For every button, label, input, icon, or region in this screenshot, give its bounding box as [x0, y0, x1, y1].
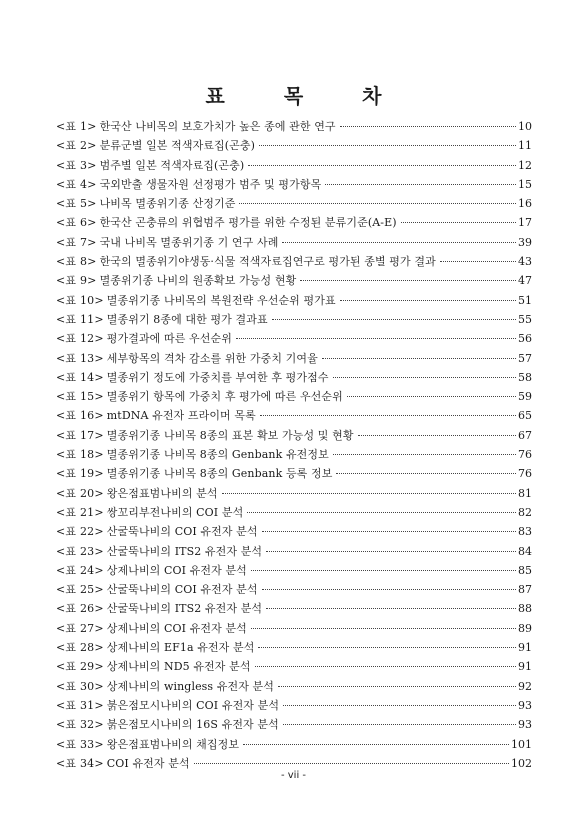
toc-entry-title: mtDNA 유전자 프라이머 목록 [106, 409, 256, 423]
toc-entry-title: 멸종위기종 나비목 8종의 표본 확보 가능성 및 현황 [106, 428, 354, 442]
toc-entry-title: 멸종위기종 나비목 8종의 Genbank 등록 정보 [106, 467, 333, 481]
toc-entry-title: 한국산 곤충류의 위협범주 평가를 위한 수정된 분류기준(A-E) [99, 216, 397, 230]
toc-entry-page: 10 [518, 120, 532, 133]
dot-leader [272, 319, 516, 320]
toc-entry [56, 503, 532, 522]
toc-entry-title: 평가결과에 따른 우선순위 [106, 332, 232, 346]
toc-entry [56, 445, 532, 464]
toc-entry-title: 한국산 나비목의 보호가치가 높은 종에 관한 연구 [99, 120, 336, 133]
toc-entry-title: 상제나비의 COI 유전자 분석 [106, 563, 247, 577]
toc-entry-title: 멸종위기종 나비목 8종의 Genbank 유전정보 [106, 448, 329, 462]
toc-entry-number: <표 17> [56, 428, 104, 442]
dot-leader [325, 184, 516, 185]
toc-entry-page: 101 [511, 737, 532, 751]
toc-entry [56, 329, 532, 348]
toc-entry-number: <표 32> [56, 718, 104, 732]
toc-entry-page: 82 [518, 505, 532, 519]
toc-entry [56, 696, 532, 715]
toc-entry [56, 156, 532, 175]
toc-entry-page: 93 [518, 698, 532, 712]
toc-entry-page: 85 [518, 563, 532, 577]
toc-entry-title: 상제나비의 COI 유전자 분석 [106, 621, 247, 635]
dot-leader [262, 531, 516, 532]
dot-leader [336, 473, 516, 474]
toc-entry-page: 89 [518, 621, 532, 635]
toc-entry-page: 12 [518, 158, 532, 172]
toc-entry [56, 561, 532, 580]
toc-entry-page: 39 [518, 235, 532, 249]
toc-entry-number: <표 4> [56, 177, 97, 191]
toc-entry-title: 한국의 멸종위기야생동·식물 적색자료집연구로 평가된 종별 평가 결과 [99, 255, 436, 269]
dot-leader [300, 280, 516, 281]
toc-entry-title: 붉은점모시나비의 COI 유전자 분석 [106, 698, 280, 712]
toc-entry-page: 58 [518, 370, 532, 384]
dot-leader [259, 145, 516, 146]
toc-entry-number: <표 20> [56, 486, 104, 500]
toc-entry-number: <표 21> [56, 505, 104, 519]
dot-leader [283, 705, 516, 706]
toc-entry-title: 산굴뚝나비의 ITS2 유전자 분석 [106, 544, 263, 558]
toc-entry [56, 387, 532, 406]
toc-entry-page: 67 [518, 428, 532, 442]
toc-entry-number: <표 18> [56, 448, 104, 462]
toc-entry [56, 175, 532, 194]
toc-entry-number: <표 10> [56, 293, 104, 307]
toc-entry-number: <표 19> [56, 467, 104, 481]
toc-entry [56, 310, 532, 329]
dot-leader [251, 628, 516, 629]
toc-entry [56, 657, 532, 676]
table-of-contents-list [56, 117, 532, 773]
toc-entry-number: <표 9> [56, 274, 97, 288]
toc-entry-title: COI 유전자 분석 [106, 756, 190, 770]
toc-entry-page: 81 [518, 486, 532, 500]
toc-entry-number: <표 30> [56, 679, 104, 693]
toc-entry-number: <표 26> [56, 602, 104, 616]
toc-entry-title: 산굴뚝나비의 COI 유전자 분석 [106, 525, 258, 539]
toc-entry-title: 나비목 멸종위기종 산정기준 [99, 197, 236, 211]
toc-entry-number: <표 25> [56, 583, 104, 597]
toc-entry-page: 76 [518, 448, 532, 462]
toc-entry-title: 쌍꼬리부전나비의 COI 분석 [106, 505, 244, 519]
dot-leader [401, 222, 516, 223]
toc-entry-page: 11 [518, 139, 532, 153]
toc-entry-number: <표 5> [56, 197, 97, 211]
toc-entry [56, 426, 532, 445]
page-title: 표 목 차 [205, 84, 408, 108]
toc-entry-title: 산굴뚝나비의 ITS2 유전자 분석 [106, 602, 263, 616]
toc-entry-title: 상제나비의 wingless 유전자 분석 [106, 679, 274, 693]
toc-entry [56, 619, 532, 638]
toc-entry [56, 136, 532, 155]
dot-leader [322, 358, 516, 359]
toc-entry-title: 상제나비의 EF1a 유전자 분석 [106, 641, 255, 655]
dot-leader [340, 300, 516, 301]
toc-entry-number: <표 23> [56, 544, 104, 558]
toc-entry [56, 580, 532, 599]
toc-entry-page: 83 [518, 525, 532, 539]
toc-entry-number: <표 33> [56, 737, 104, 751]
toc-entry-number: <표 7> [56, 235, 97, 249]
toc-entry-title: 붉은점모시나비의 16S 유전자 분석 [106, 718, 279, 732]
toc-entry [56, 252, 532, 271]
toc-entry-page: 59 [518, 390, 532, 404]
dot-leader [236, 338, 516, 339]
toc-entry-page: 56 [518, 332, 532, 346]
dot-leader [266, 551, 516, 552]
toc-entry [56, 638, 532, 657]
toc-entry [56, 271, 532, 290]
toc-entry-number: <표 1> [56, 120, 97, 133]
dot-leader [239, 203, 516, 204]
toc-entry [56, 349, 532, 368]
toc-entry-page: 91 [518, 641, 532, 655]
toc-entry-page: 84 [518, 544, 532, 558]
toc-entry-title: 멸종위기 정도에 가중치를 부여한 후 평가점수 [106, 370, 329, 384]
toc-entry-page: 76 [518, 467, 532, 481]
toc-entry-title: 멸종위기종 나비목의 복원전략 우선순위 평가표 [106, 293, 336, 307]
toc-entry-title: 산굴뚝나비의 COI 유전자 분석 [106, 583, 258, 597]
dot-leader [282, 242, 516, 243]
dot-leader [278, 686, 516, 687]
toc-entry-number: <표 6> [56, 216, 97, 230]
toc-entry-number: <표 34> [56, 756, 104, 770]
toc-entry-number: <표 8> [56, 255, 97, 269]
toc-entry [56, 213, 532, 232]
toc-entry-number: <표 3> [56, 158, 97, 172]
dot-leader [247, 512, 516, 513]
toc-entry-title: 왕은점표범나비의 채집정보 [106, 737, 240, 751]
toc-entry-title: 멸종위기 항목에 가중치 후 평가에 따른 우선순위 [106, 390, 343, 404]
toc-entry-page: 43 [518, 255, 532, 269]
toc-entry-title: 범주별 일본 적색자료집(곤충) [99, 158, 245, 172]
dot-leader [266, 608, 516, 609]
toc-entry-page: 88 [518, 602, 532, 616]
toc-entry [56, 542, 532, 561]
toc-entry-number: <표 14> [56, 370, 104, 384]
dot-leader [243, 744, 509, 745]
toc-entry [56, 522, 532, 541]
toc-entry-number: <표 12> [56, 332, 104, 346]
toc-entry-page: 16 [518, 197, 532, 211]
toc-entry-title: 세부항목의 격차 감소를 위한 가중치 기여율 [106, 351, 318, 365]
toc-entry-number: <표 29> [56, 660, 104, 674]
toc-entry-page: 91 [518, 660, 532, 674]
dot-leader [255, 666, 516, 667]
dot-leader [440, 261, 516, 262]
toc-entry [56, 735, 532, 754]
dot-leader [248, 165, 516, 166]
toc-entry-page: 92 [518, 679, 532, 693]
toc-entry-title: 국내 나비목 멸종위기종 기 연구 사례 [99, 235, 279, 249]
toc-entry-page: 87 [518, 583, 532, 597]
toc-entry-number: <표 11> [56, 312, 104, 326]
dot-leader [340, 126, 516, 127]
toc-entry-title: 왕은점표범나비의 분석 [106, 486, 218, 500]
toc-entry-page: 55 [518, 312, 532, 326]
toc-entry-number: <표 24> [56, 563, 104, 577]
toc-entry-title: 분류군별 일본 적색자료집(곤충) [99, 139, 255, 153]
toc-entry-number: <표 2> [56, 139, 97, 153]
toc-entry [56, 599, 532, 618]
toc-entry [56, 406, 532, 425]
toc-entry-title: 국외반출 생물자원 선정평가 범주 및 평가항목 [99, 177, 322, 191]
toc-entry-page: 57 [518, 351, 532, 365]
toc-entry-page: 93 [518, 718, 532, 732]
toc-entry [56, 194, 532, 213]
toc-entry [56, 677, 532, 696]
toc-entry-page: 47 [518, 274, 532, 288]
toc-entry-page: 51 [518, 293, 532, 307]
toc-entry-number: <표 27> [56, 621, 104, 635]
toc-entry [56, 715, 532, 734]
toc-entry-title: 멸종위기종 나비의 원종확보 가능성 현황 [99, 274, 297, 288]
toc-entry-page: 102 [511, 756, 532, 770]
toc-entry-page: 15 [518, 177, 532, 191]
dot-leader [283, 724, 516, 725]
toc-entry-number: <표 16> [56, 409, 104, 423]
toc-entry [56, 233, 532, 252]
dot-leader [262, 589, 516, 590]
toc-entry [56, 117, 532, 136]
toc-entry-number: <표 22> [56, 525, 104, 539]
dot-leader [258, 647, 516, 648]
dot-leader [358, 435, 516, 436]
dot-leader [260, 415, 516, 416]
dot-leader [347, 396, 516, 397]
dot-leader [194, 763, 509, 764]
toc-entry-page: 17 [518, 216, 532, 230]
dot-leader [222, 493, 516, 494]
toc-entry-number: <표 13> [56, 351, 104, 365]
toc-entry-number: <표 28> [56, 641, 104, 655]
toc-entry-title: 상제나비의 ND5 유전자 분석 [106, 660, 251, 674]
toc-entry-page: 65 [518, 409, 532, 423]
dot-leader [333, 454, 516, 455]
toc-entry [56, 368, 532, 387]
toc-entry [56, 464, 532, 483]
dot-leader [333, 377, 516, 378]
toc-entry-title: 멸종위기 8종에 대한 평가 결과표 [106, 312, 268, 326]
toc-entry [56, 484, 532, 503]
dot-leader [251, 570, 516, 571]
toc-entry [56, 291, 532, 310]
page-number: - vii - [280, 770, 307, 781]
toc-entry-number: <표 31> [56, 698, 104, 712]
toc-entry-number: <표 15> [56, 390, 104, 404]
